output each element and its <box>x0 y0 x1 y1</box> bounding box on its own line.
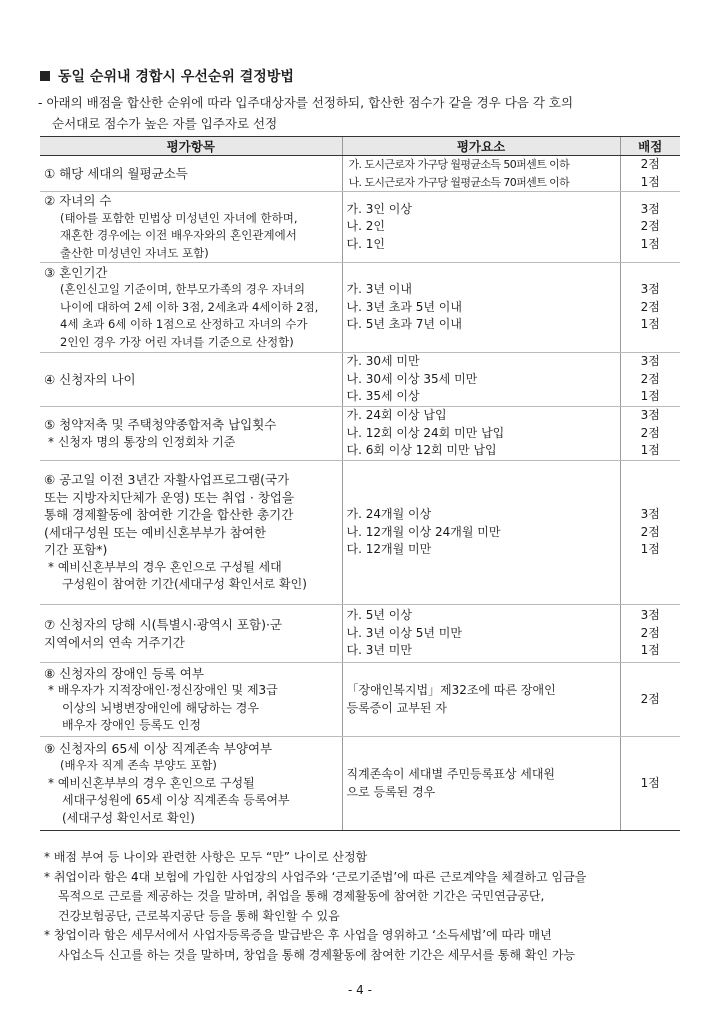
item-detail-line: 나이에 대하여 2세 이하 3점, 2세초과 4세이하 2점, <box>60 299 319 314</box>
item-note-line: * 배우자가 지적장애인·정신장애인 및 제3급 <box>48 683 278 697</box>
heading-text: 동일 순위내 경합시 우선순위 결정방법 <box>58 69 294 85</box>
item-title: ② 자녀의 수 <box>44 193 112 208</box>
criteria-cell <box>342 263 620 353</box>
footnote <box>44 926 680 965</box>
header-criteria: 평가요소 <box>342 137 620 156</box>
footnote <box>44 868 680 927</box>
score-value: 1점 <box>640 174 660 189</box>
score-value: 2점 <box>640 157 660 171</box>
criteria-line: 가. 3년 이내 <box>346 282 412 297</box>
criteria-line: 등록증이 교부된 자 <box>346 700 447 715</box>
score-cell <box>620 407 680 461</box>
criteria-line: 나. 30세 이상 35세 미만 <box>346 371 478 386</box>
criteria-cell <box>342 156 620 192</box>
item-title: ⑥ 공고일 이전 3년간 자활사업프로그램(국가 <box>44 472 290 488</box>
header-score: 배점 <box>620 137 680 156</box>
item-detail-line: (배우자 직계 존속 부양도 포함) <box>60 758 217 773</box>
footnote <box>44 848 680 868</box>
table-header-row <box>40 137 680 156</box>
criteria-line: 나. 12회 이상 24회 미만 납입 <box>346 425 505 440</box>
page-number: - 4 - <box>348 983 372 997</box>
criteria-line: 나. 3년 초과 5년 이내 <box>346 299 462 314</box>
item-cell <box>40 737 342 831</box>
item-detail-line: (태아를 포함한 민법상 미성년인 자녀에 한하며, <box>60 210 298 225</box>
intro-paragraph <box>38 92 678 134</box>
criteria-cell <box>342 663 620 737</box>
criteria-line: 나. 2인 <box>346 219 385 234</box>
criteria-line: 다. 5년 초과 7년 이내 <box>346 317 462 332</box>
score-value: 3점 <box>640 608 660 623</box>
score-value: 2점 <box>640 299 660 314</box>
criteria-line: 나. 3년 이상 5년 미만 <box>346 625 462 640</box>
intro-line: 순서대로 점수가 높은 자를 입주자로 선정 <box>52 116 278 131</box>
item-title-line: 통해 경제활동에 참여한 기간을 합산한 총기간 <box>44 507 294 523</box>
footnote-line: * 창업이라 함은 세무서에서 사업자등록증을 발급받은 후 사업을 영위하고 ‘소득세법’에 따라 매년 <box>44 928 552 942</box>
score-cell <box>620 192 680 263</box>
score-value: 2점 <box>640 625 660 640</box>
item-title: ⑧ 신청자의 장애인 등록 여부 <box>44 665 204 681</box>
table-row <box>40 353 680 407</box>
item-cell <box>40 461 342 605</box>
table-body <box>40 156 680 831</box>
item-note-line: * 예비신혼부부의 경우 혼인으로 구성될 세대 <box>48 559 282 574</box>
item-note-line: 배우자 장애인 등록도 인정 <box>62 718 201 732</box>
score-value: 3점 <box>640 282 660 297</box>
item-note-line: * 신청자 명의 통장의 인정회차 기준 <box>48 434 236 449</box>
criteria-line: 「장애인복지법」제32조에 따른 장애인 <box>346 683 556 697</box>
table-row <box>40 461 680 605</box>
intro-line: - 아래의 배점을 합산한 순위에 따라 입주대상자를 선정하되, 합산한 점수가 같을 경우 다음 각 호의 <box>38 95 574 110</box>
table-row <box>40 663 680 737</box>
item-detail-line: 4세 초과 6세 이하 1점으로 산정하고 자녀의 수가 <box>60 317 308 332</box>
footnotes <box>44 848 680 965</box>
score-value: 1점 <box>640 775 660 790</box>
score-value: 3점 <box>640 201 660 216</box>
header-item: 평가항목 <box>40 137 342 156</box>
score-cell <box>620 353 680 407</box>
item-title-line: (세대구성원 또는 예비신혼부부가 참여한 <box>44 524 267 540</box>
footnote-line: * 배점 부여 등 나이와 관련한 사항은 모두 “만” 나이로 산정함 <box>44 850 368 864</box>
item-cell <box>40 605 342 663</box>
item-cell <box>40 663 342 737</box>
item-detail-line: 재혼한 경우에는 이전 배우자와의 혼인관계에서 <box>60 228 297 242</box>
item-title: ⑤ 청약저축 및 주택청약종합저축 납입횟수 <box>44 417 277 432</box>
table-row <box>40 156 680 192</box>
score-value: 2점 <box>640 371 660 386</box>
criteria-cell <box>342 461 620 605</box>
score-cell <box>620 461 680 605</box>
score-value: 2점 <box>640 425 660 440</box>
footnote-line: 건강보험공단, 근로복지공단 등을 통해 확인할 수 있음 <box>58 908 340 923</box>
criteria-line: 가. 24개월 이상 <box>346 507 432 522</box>
score-value: 1점 <box>640 643 660 658</box>
score-value: 1점 <box>640 236 660 251</box>
item-cell <box>40 156 342 192</box>
item-detail-line: 출산한 미성년인 자녀도 포함) <box>60 245 209 260</box>
score-value: 3점 <box>640 507 660 522</box>
item-cell <box>40 263 342 353</box>
item-note-line: 구성원이 참여한 기간(세대구성 확인서로 확인) <box>62 577 307 592</box>
table-row <box>40 737 680 831</box>
score-value: 1점 <box>640 317 660 332</box>
criteria-line: 다. 12개월 미만 <box>346 542 432 557</box>
score-value: 2점 <box>640 524 660 539</box>
criteria-line: 다. 6회 이상 12회 미만 납입 <box>346 443 497 458</box>
item-detail-line: 2인인 경우 가장 어린 자녀를 기준으로 산정함) <box>60 334 294 349</box>
score-cell <box>620 663 680 737</box>
table-row <box>40 407 680 461</box>
criteria-line: 직계존속이 세대별 주민등록표상 세대원 <box>346 767 556 781</box>
score-cell <box>620 263 680 353</box>
criteria-cell <box>342 353 620 407</box>
score-value: 1점 <box>640 443 660 458</box>
criteria-cell <box>342 192 620 263</box>
criteria-line: 가. 도시근로자 가구당 월평균소득 50퍼센트 이하 <box>348 158 570 171</box>
score-value: 3점 <box>640 408 660 423</box>
item-note-line: 이상의 뇌병변장애인에 해당하는 경우 <box>62 700 259 715</box>
score-value: 3점 <box>640 354 660 369</box>
table-row <box>40 192 680 263</box>
square-bullet-icon <box>40 71 50 81</box>
item-title-line: 기간 포함*) <box>44 542 108 558</box>
item-note-line: (세대구성 확인서로 확인) <box>62 810 195 825</box>
criteria-line: 가. 24회 이상 납입 <box>346 408 447 423</box>
item-title-line: 지역에서의 연속 거주기간 <box>44 634 185 650</box>
criteria-line: 나. 12개월 이상 24개월 미만 <box>346 524 501 539</box>
item-cell <box>40 192 342 263</box>
item-detail-line: (혼인신고일 기준이며, 한부모가족의 경우 자녀의 <box>60 282 305 297</box>
item-note-line: 세대구성원에 65세 이상 직계존속 등록여부 <box>62 793 290 808</box>
section-heading <box>40 66 294 86</box>
criteria-line: 가. 3인 이상 <box>346 201 412 216</box>
score-cell <box>620 156 680 192</box>
item-title: ③ 혼인기간 <box>44 264 108 280</box>
criteria-cell <box>342 605 620 663</box>
criteria-line: 으로 등록된 경우 <box>346 784 436 799</box>
item-title: ④ 신청자의 나이 <box>44 371 136 387</box>
footnote-line: 목적으로 근로를 제공하는 것을 말하며, 취업을 통해 경제활동에 참여한 기간은 국민연금공단, <box>58 889 545 903</box>
item-cell <box>40 407 342 461</box>
criteria-line: 가. 5년 이상 <box>346 608 412 623</box>
criteria-cell <box>342 737 620 831</box>
evaluation-table <box>40 136 680 831</box>
footnote-line: * 취업이라 함은 4대 보험에 가입한 사업장의 사업주와 ‘근로기준법’에 따른 근로계약을 체결하고 임금을 <box>44 869 587 884</box>
score-value: 2점 <box>640 691 660 706</box>
item-title-line: 또는 지방자치단체가 운영) 또는 취업 · 창업을 <box>44 489 295 505</box>
score-value: 1점 <box>640 389 660 404</box>
item-note-line: * 예비신혼부부의 경우 혼인으로 구성될 <box>48 775 255 790</box>
criteria-line: 가. 30세 미만 <box>346 354 420 369</box>
table-row <box>40 263 680 353</box>
item-title: ⑦ 신청자의 당해 시(특별시·광역시 포함)·군 <box>44 617 283 632</box>
item-title: ① 해당 세대의 월평균소득 <box>44 165 188 181</box>
item-cell <box>40 353 342 407</box>
score-value: 1점 <box>640 542 660 557</box>
table-row <box>40 605 680 663</box>
criteria-cell <box>342 407 620 461</box>
criteria-line: 다. 35세 이상 <box>346 389 420 404</box>
criteria-line: 나. 도시근로자 가구당 월평균소득 70퍼센트 이하 <box>348 175 570 189</box>
score-cell <box>620 605 680 663</box>
item-title: ⑨ 신청자의 65세 이상 직계존속 부양여부 <box>44 740 273 756</box>
score-value: 2점 <box>640 219 660 234</box>
score-cell <box>620 737 680 831</box>
criteria-line: 다. 3년 미만 <box>346 643 412 658</box>
footnote-line: 사업소득 신고를 하는 것을 말하며, 창업을 통해 경제활동에 참여한 기간은 세무서를 통해 확인 가능 <box>58 947 576 962</box>
criteria-line: 다. 1인 <box>346 236 385 251</box>
